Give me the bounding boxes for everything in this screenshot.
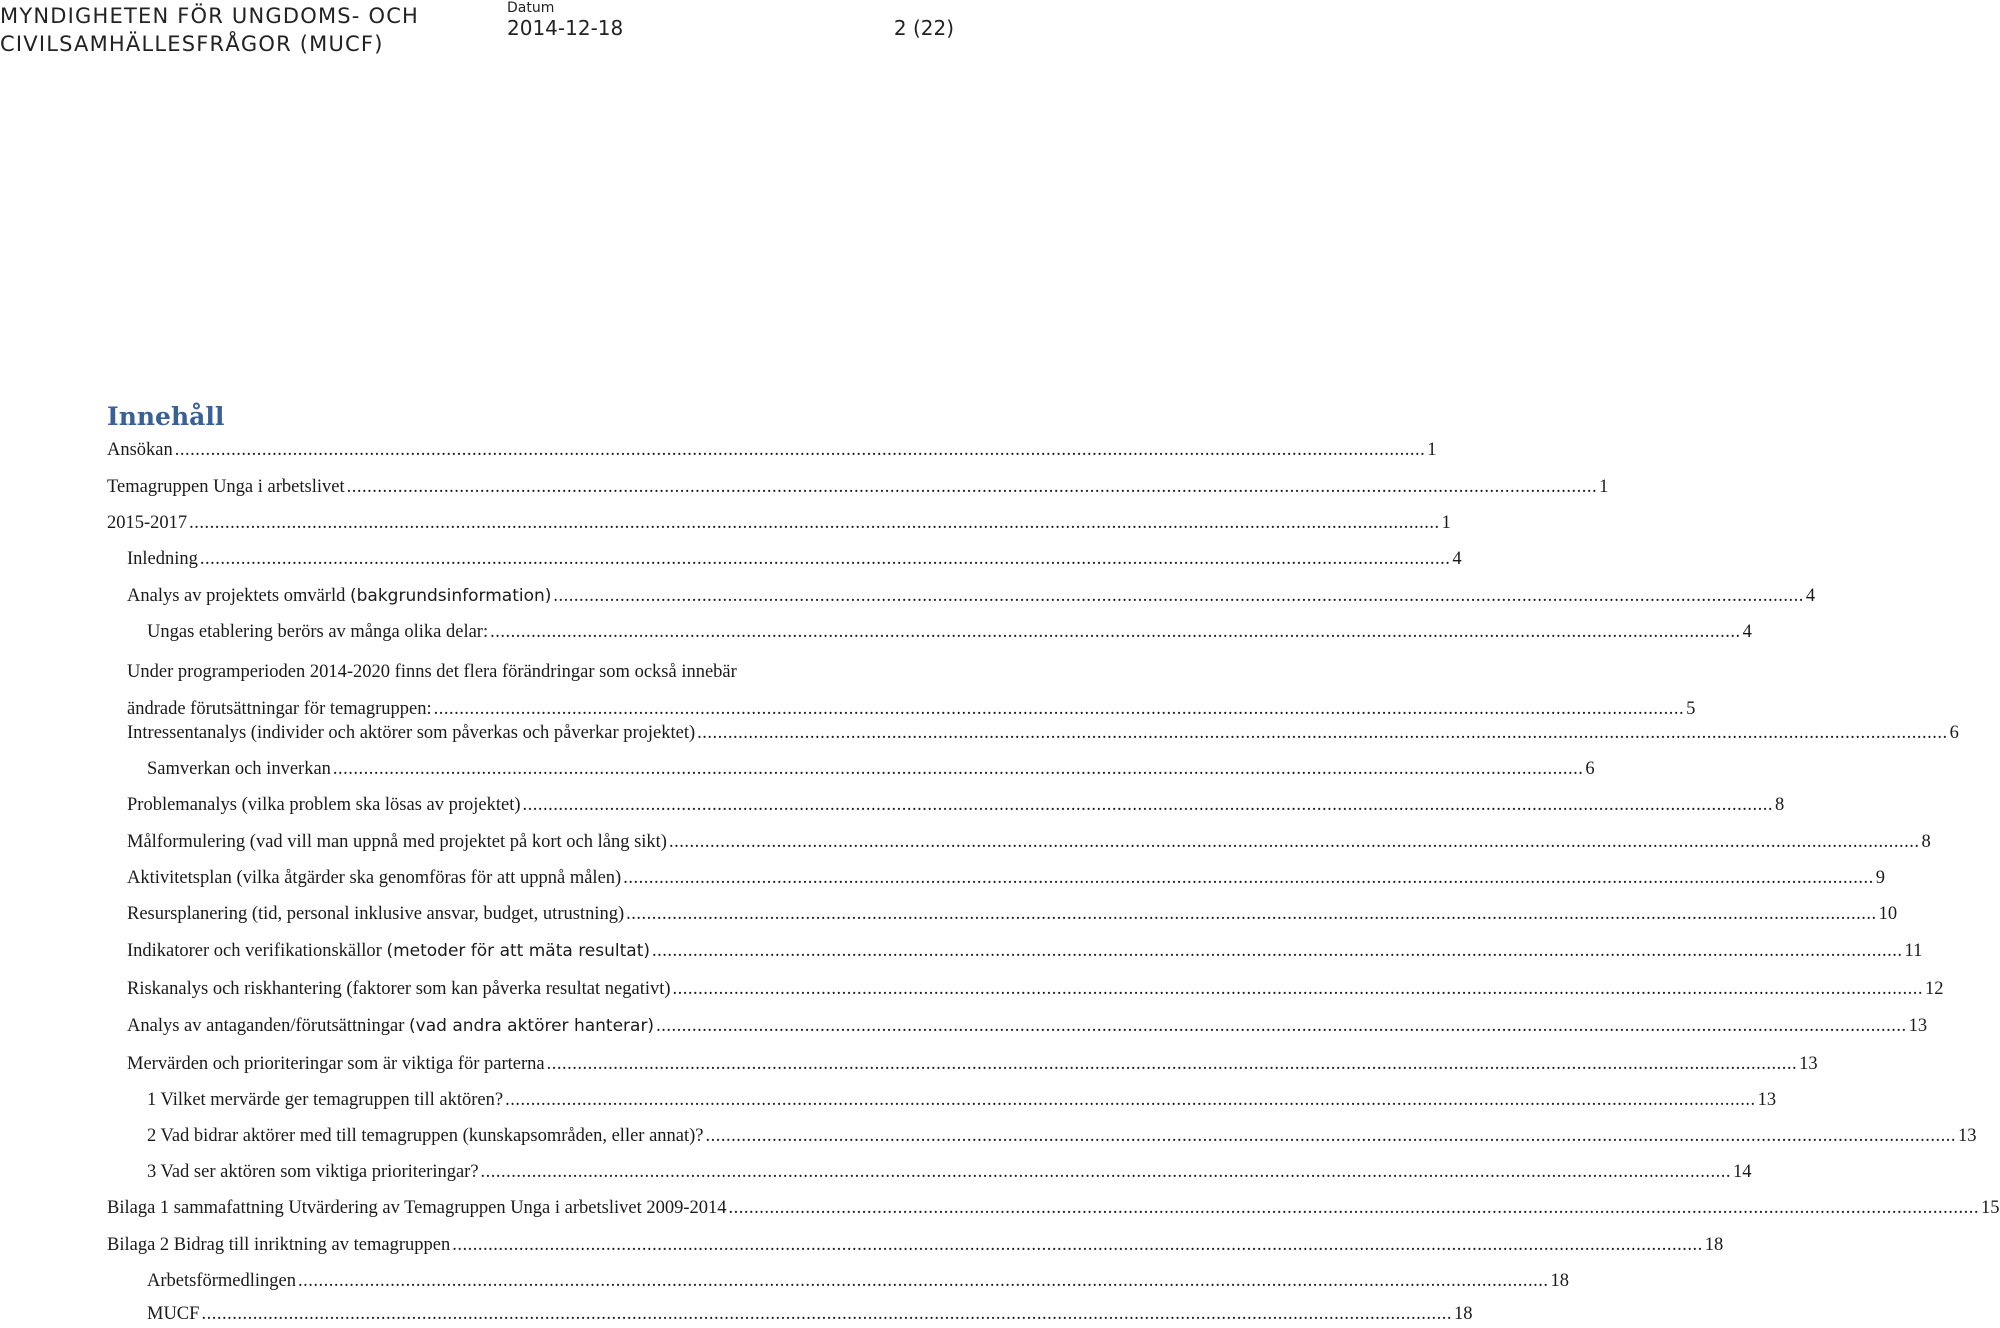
- toc-entry-inledning[interactable]: [127, 549, 1462, 573]
- toc-leader-dots: [626, 904, 1877, 925]
- toc-entry-label: [127, 586, 551, 607]
- toc-entry-page: 8: [1775, 795, 1785, 815]
- organization-name-line2: CIVILSAMHÄLLESFRÅGOR (MUCF): [0, 32, 384, 56]
- toc-entry-label-main: Analys av projektets omvärld: [127, 586, 350, 606]
- toc-entry-2015-2017[interactable]: [107, 513, 1451, 537]
- toc-entry-page: 6: [1585, 759, 1595, 779]
- toc-entry-page: 18: [1550, 1271, 1569, 1291]
- toc-leader-dots: [547, 1054, 1798, 1075]
- toc-entry-arbetsformedlingen[interactable]: [147, 1271, 1569, 1295]
- toc-entry-ansokan[interactable]: [107, 440, 1437, 464]
- toc-entry-aktivitetsplan[interactable]: [127, 868, 1885, 892]
- toc-entry-label: Intressentanalys (individer och aktörer som påverkas och påverkar projektet): [127, 723, 696, 743]
- toc-entry-label-tail: (vad andra aktörer hanterar): [409, 1016, 655, 1036]
- toc-leader-dots: [669, 832, 1920, 853]
- toc-entry-programperioden[interactable]: [127, 660, 1696, 721]
- toc-entry-page: 1: [1441, 513, 1451, 533]
- toc-entry-problemanalys[interactable]: [127, 795, 1785, 819]
- toc-leader-dots: [523, 795, 1774, 816]
- toc-entry-page: 5: [1686, 699, 1696, 719]
- toc-entry-riskanalys[interactable]: [127, 979, 1944, 1003]
- organization-name: [0, 2, 480, 58]
- toc-leader-dots: [623, 868, 1874, 889]
- toc-leader-dots: [673, 979, 1924, 1000]
- toc-entry-page: 9: [1875, 868, 1885, 888]
- toc-leader-dots: [505, 1090, 1756, 1111]
- toc-leader-dots: [347, 477, 1598, 498]
- document-date: 2014-12-18: [507, 16, 624, 40]
- toc-entry-malformulering[interactable]: [127, 832, 1931, 856]
- toc-entry-page: 13: [1799, 1054, 1818, 1074]
- toc-entry-page: 11: [1904, 941, 1923, 961]
- toc-entry-label: 2 Vad bidrar aktörer med till temagruppen (kunskapsområden, eller annat)?: [147, 1126, 704, 1146]
- toc-leader-dots: [481, 1162, 1732, 1183]
- toc-entry-fraga-2[interactable]: [147, 1126, 1977, 1150]
- page-number: 2 (22): [893, 16, 954, 40]
- toc-leader-dots: [333, 759, 1584, 780]
- toc-entry-bilaga-2[interactable]: [107, 1235, 1724, 1259]
- toc-entry-page: 8: [1921, 832, 1931, 852]
- toc-entry-fraga-3[interactable]: [147, 1162, 1752, 1186]
- toc-entry-page: 1: [1599, 477, 1609, 497]
- toc-entry-label: [127, 941, 650, 962]
- toc-leader-dots: [189, 513, 1440, 534]
- toc-leader-dots: [298, 1271, 1549, 1292]
- toc-leader-dots: [553, 586, 1804, 607]
- toc-entry-bilaga-1[interactable]: [107, 1198, 2000, 1222]
- toc-entry-page: 6: [1949, 723, 1959, 743]
- toc-entry-label: Problemanalys (vilka problem ska lösas av projektet): [127, 795, 521, 815]
- toc-entry-label: Målformulering (vad vill man uppnå med projektet på kort och lång sikt): [127, 832, 667, 852]
- toc-entry-page: 18: [1704, 1235, 1724, 1255]
- toc-entry-label: Inledning: [127, 549, 198, 569]
- toc-entry-page: 4: [1452, 549, 1462, 569]
- toc-entry-label: Resursplanering (tid, personal inklusive ansvar, budget, utrustning): [127, 904, 625, 924]
- toc-entry-label: MUCF: [147, 1304, 200, 1324]
- toc-title: Innehåll: [107, 402, 225, 431]
- toc-entry-fraga-1[interactable]: [147, 1090, 1777, 1114]
- toc-leader-dots: [434, 697, 1685, 721]
- toc-entry-label: Riskanalys och riskhantering (faktorer som kan påverka resultat negativt): [127, 979, 671, 999]
- toc-leader-dots: [490, 622, 1741, 643]
- toc-entry-label-tail: (metoder för att mäta resultat): [386, 941, 651, 961]
- toc-entry-label: Arbetsförmedlingen: [147, 1271, 296, 1291]
- toc-entry-label: Ungas etablering berörs av många olika delar:: [147, 622, 489, 642]
- toc-entry-intressentanalys[interactable]: [127, 723, 1959, 747]
- toc-entry-page: 15: [1981, 1198, 2000, 1218]
- toc-entry-page: 1: [1427, 440, 1437, 460]
- toc-entry-label: 3 Vad ser aktören som viktiga prioriteringar?: [147, 1162, 479, 1182]
- toc-leader-dots: [706, 1126, 1957, 1147]
- toc-entry-page: 10: [1878, 904, 1898, 924]
- date-label: Datum: [507, 0, 555, 16]
- toc-leader-dots: [452, 1235, 1703, 1256]
- toc-entry-mervarden[interactable]: [127, 1054, 1818, 1078]
- toc-entry-label-tail: (bakgrundsinformation): [349, 586, 552, 606]
- toc-entry-mucf[interactable]: [147, 1304, 1473, 1328]
- toc-entry-page: 13: [1757, 1090, 1777, 1110]
- toc-entry-label-main: Analys av antaganden/förutsättningar: [127, 1016, 410, 1036]
- toc-entry-label: Ansökan: [107, 440, 173, 460]
- organization-name-line1: MYNDIGHETEN FÖR UNGDOMS- OCH: [0, 4, 420, 28]
- toc-entry-indikatorer[interactable]: [127, 941, 1923, 965]
- toc-leader-dots: [697, 723, 1948, 744]
- toc-entry-page: 13: [1958, 1126, 1977, 1146]
- toc-entry-resursplanering[interactable]: [127, 904, 1898, 928]
- toc-entry-page: 12: [1925, 979, 1944, 999]
- toc-entry-label: Mervärden och prioriteringar som är viktiga för parterna: [127, 1054, 545, 1074]
- toc-entry-antaganden[interactable]: [127, 1016, 1928, 1040]
- toc-leader-dots: [200, 549, 1451, 570]
- toc-entry-label: Bilaga 2 Bidrag till inriktning av temagruppen: [107, 1235, 451, 1255]
- toc-leader-dots: [729, 1198, 1980, 1219]
- toc-leader-dots: [656, 1016, 1907, 1037]
- toc-leader-dots: [175, 440, 1426, 461]
- toc-entry-page: 4: [1805, 586, 1816, 606]
- toc-entry-label-line1: Under programperioden 2014-2020 finns det flera förändringar som också innebär: [127, 662, 737, 682]
- toc-entry-samverkan[interactable]: [147, 759, 1595, 783]
- toc-entry-page: 14: [1733, 1162, 1752, 1182]
- toc-entry-label: Bilaga 1 sammafattning Utvärdering av Temagruppen Unga i arbetslivet 2009-2014: [107, 1198, 727, 1218]
- toc-entry-label: 1 Vilket mervärde ger temagruppen till aktören?: [147, 1090, 504, 1110]
- toc-entry-label-main: Indikatorer och verifikationskällor: [127, 941, 387, 961]
- toc-leader-dots: [201, 1304, 1452, 1325]
- toc-entry-label: Aktivitetsplan (vilka åtgärder ska genomföras för att uppnå målen): [127, 868, 622, 888]
- toc-entry-temagruppen[interactable]: [107, 477, 1609, 501]
- toc-entry-label-line2: ändrade förutsättningar för temagruppen:: [127, 699, 432, 719]
- toc-entry-label: Samverkan och inverkan: [147, 759, 331, 779]
- toc-entry-page: 18: [1453, 1304, 1473, 1324]
- toc-entry-ungas-etablering[interactable]: [147, 622, 1752, 646]
- toc-entry-page: 4: [1742, 622, 1752, 642]
- toc-leader-dots: [652, 941, 1903, 962]
- toc-entry-label: Temagruppen Unga i arbetslivet: [107, 477, 345, 497]
- toc-entry-label: [127, 1016, 654, 1037]
- toc-entry-omvarldsanalys[interactable]: [127, 586, 1816, 610]
- toc-entry-label: 2015-2017: [107, 513, 188, 533]
- toc-entry-page: 13: [1908, 1016, 1928, 1036]
